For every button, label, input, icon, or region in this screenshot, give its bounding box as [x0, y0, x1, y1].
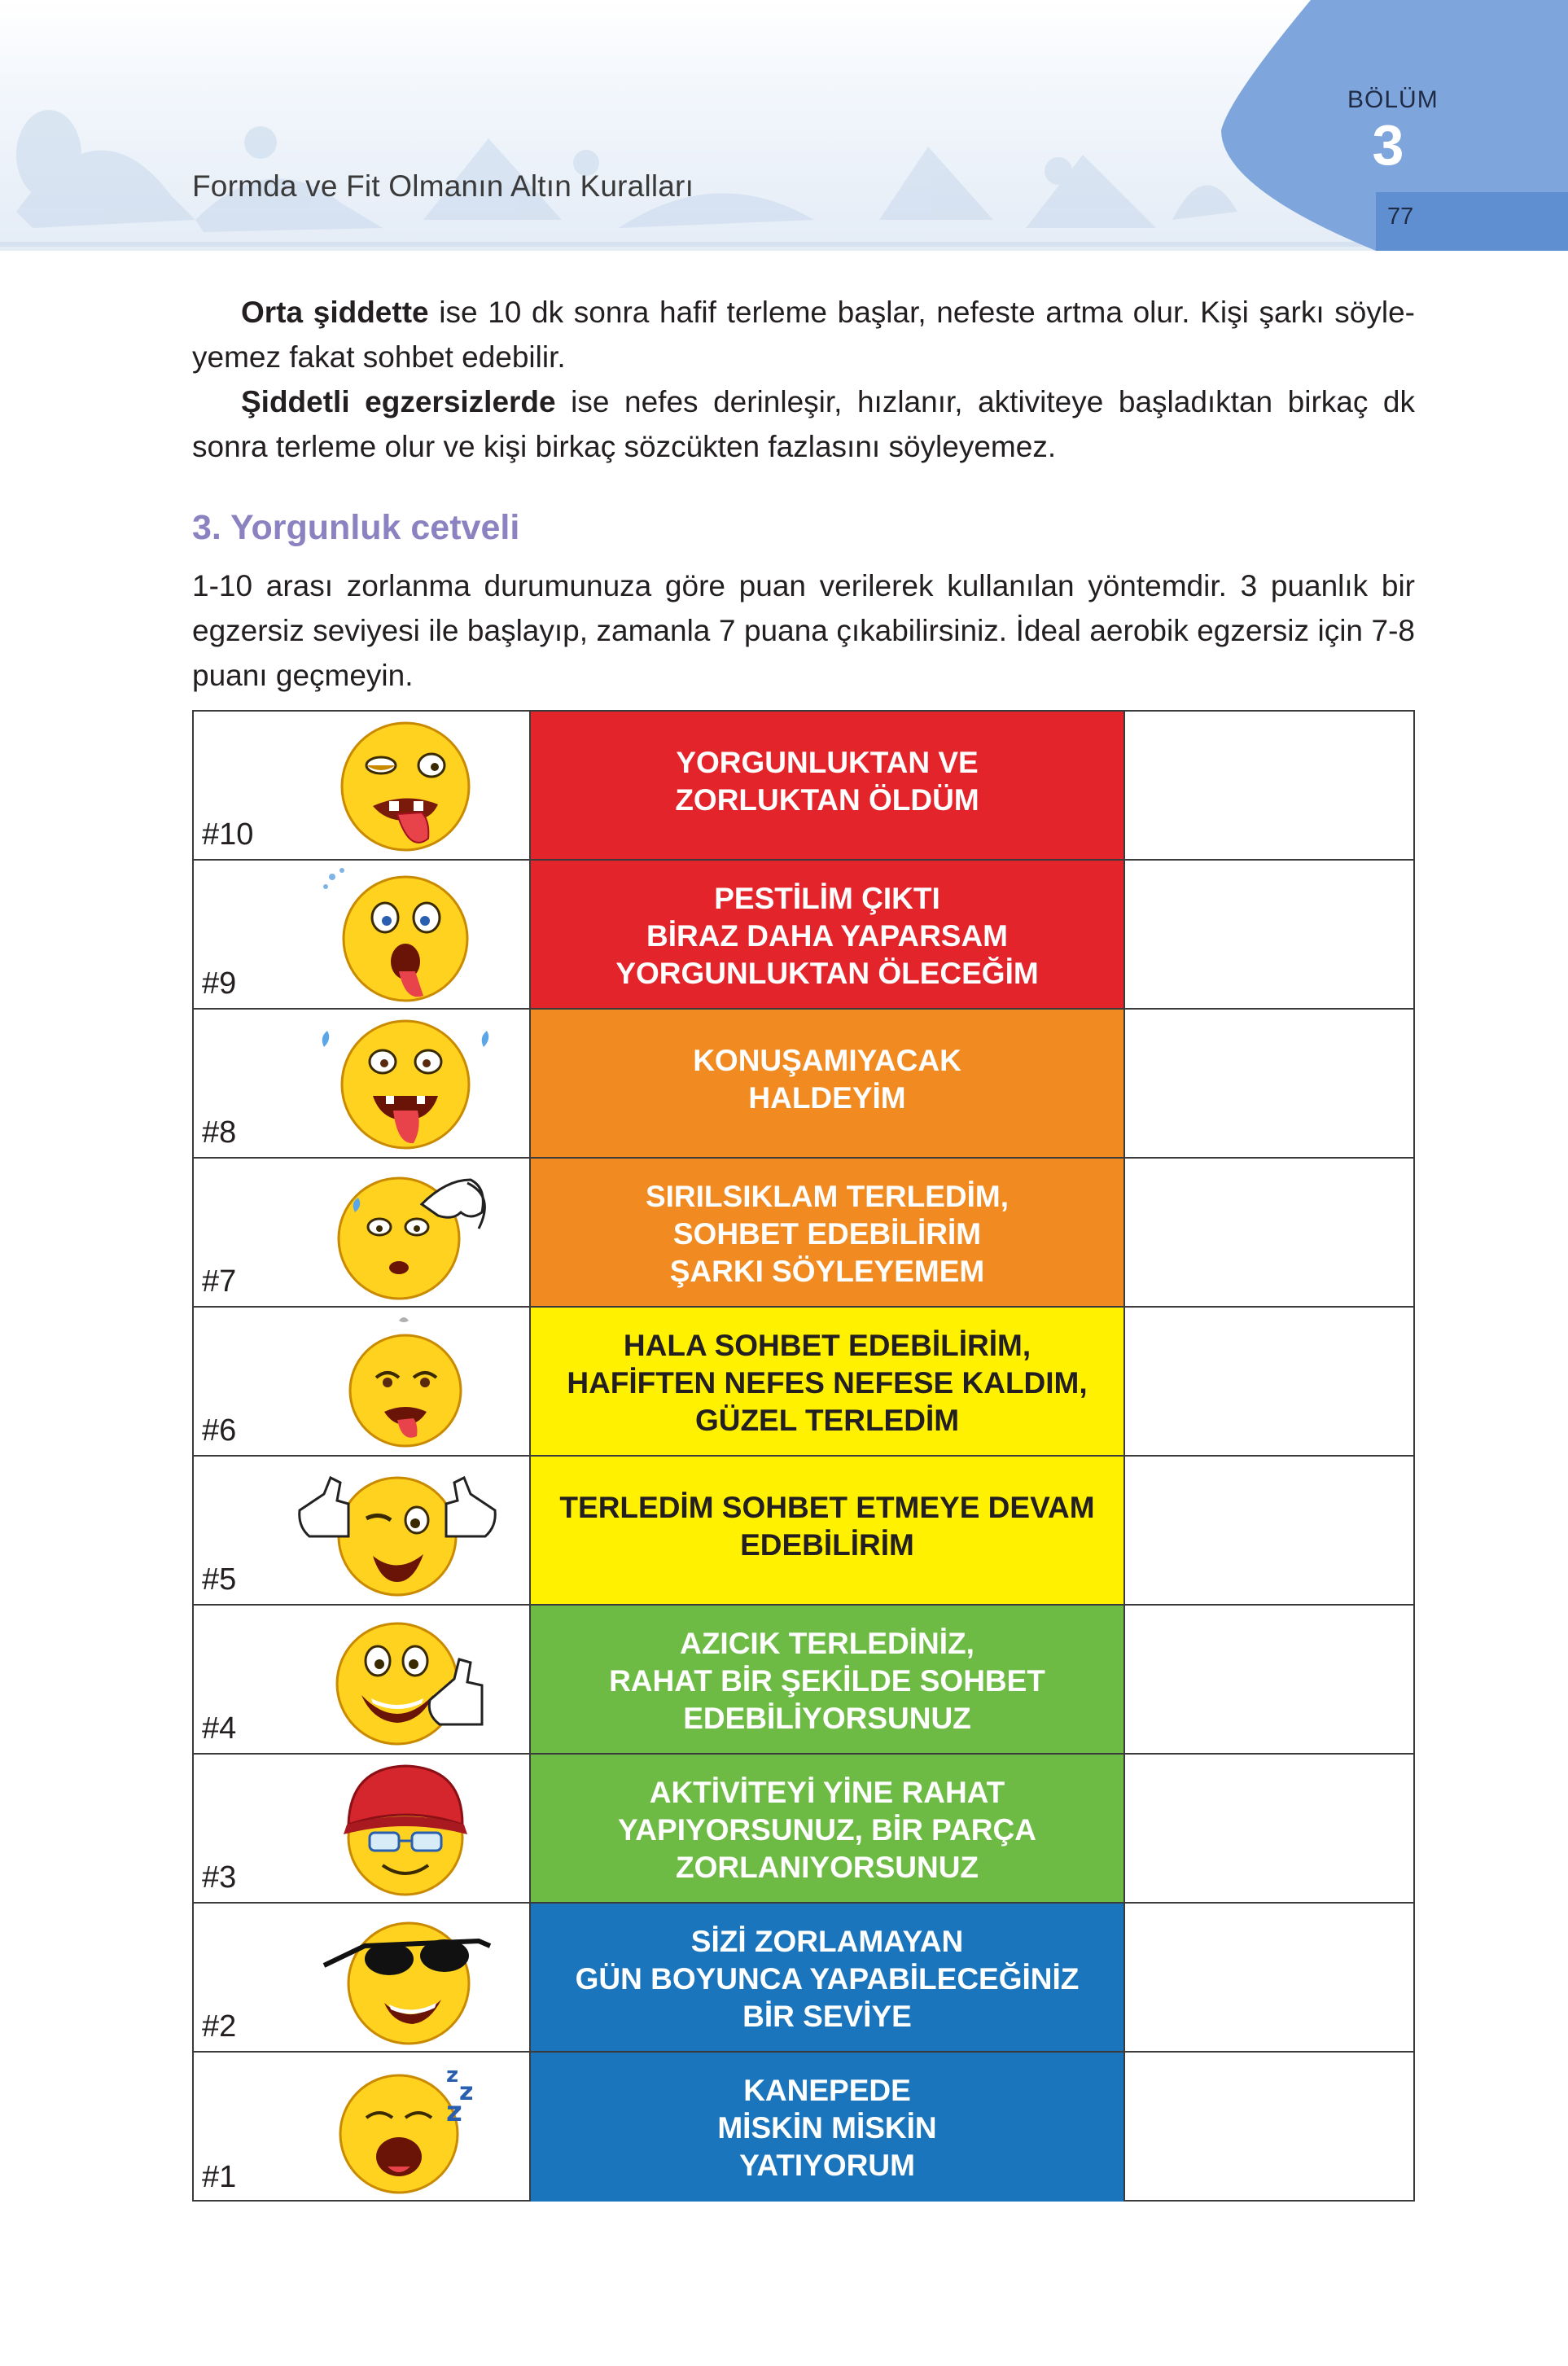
- level-message: HALA SOHBET EDEBİLİRİM, HAFİFTEN NEFES NEFESE KALDIM, GÜZEL TERLEDİM: [567, 1329, 1088, 1437]
- scale-row: [194, 861, 1413, 1010]
- message-cell-green: [529, 1755, 1125, 1902]
- message-cell-blue: [529, 1904, 1125, 2051]
- level-number: #6: [202, 1413, 237, 1448]
- fatigue-scale-table: [192, 710, 1415, 2202]
- message-cell-red: [529, 712, 1125, 859]
- paragraph-scale-intro: 1-10 arası zorlanma durumunuza göre puan verilerek kullanılan yöntemdir. 3 puanlık bir egzersiz seviyesi ile başlayıp, zamanla 7 puana çıkabilirsiniz. İdeal aerobik egzersiz için 7-8 puanı geçmeyin.: [192, 569, 1415, 692]
- tired-face-icon: [308, 1312, 503, 1451]
- empty-cell: [1125, 1904, 1415, 2051]
- cap-and-glasses-face-icon: [308, 1759, 503, 1898]
- sunglasses-face-icon: [308, 1908, 503, 2047]
- paragraph-vigorous-text: ise nefes derinleşir, hızlanır, aktiviteye başladıktan birkaç dk sonra terleme olur ve kişi birkaç sözcükten fazlasını söyleyemez.: [192, 385, 1415, 463]
- empty-cell: [1125, 1010, 1415, 1157]
- smiling-thumbs-up-face-icon: [308, 1610, 503, 1749]
- level-number: #2: [202, 2009, 237, 2044]
- level-message: TERLEDİM SOHBET ETMEYE DEVAM EDEBİLİRİM: [559, 1491, 1095, 1562]
- level-number: #3: [202, 1860, 237, 1895]
- message-cell-green: [529, 1606, 1125, 1753]
- level-message: KANEPEDE MİSKİN MİSKİN YATIYORUM: [717, 2074, 937, 2182]
- level-number: #1: [202, 2160, 237, 2194]
- level-cell: [194, 712, 529, 859]
- level-cell: [194, 1755, 529, 1902]
- scale-row: [194, 712, 1413, 861]
- level-message: SİZİ ZORLAMAYAN GÜN BOYUNCA YAPABİLECEĞİNİZ BİR SEVİYE: [575, 1925, 1080, 2033]
- sleeping-face-icon: [308, 2057, 503, 2196]
- level-message: YORGUNLUKTAN VE ZORLUKTAN ÖLDÜM: [675, 746, 979, 817]
- scale-row: [194, 2053, 1413, 2202]
- level-cell: [194, 1159, 529, 1306]
- scale-row: [194, 1457, 1413, 1606]
- level-number: #9: [202, 966, 237, 1001]
- empty-cell: [1125, 2053, 1415, 2202]
- scale-row: [194, 1904, 1413, 2053]
- scale-row: [194, 1606, 1413, 1755]
- level-cell: [194, 1904, 529, 2051]
- level-cell: [194, 1010, 529, 1157]
- level-number: #7: [202, 1264, 237, 1299]
- level-number: #4: [202, 1711, 237, 1746]
- scale-row: [194, 1159, 1413, 1308]
- empty-cell: [1125, 1606, 1415, 1753]
- svg-text:z: z: [446, 2096, 462, 2128]
- message-cell-red: [529, 861, 1125, 1008]
- level-message: PESTİLİM ÇIKTI BİRAZ DAHA YAPARSAM YORGUNLUKTAN ÖLECEĞİM: [615, 882, 1039, 990]
- svg-text:z: z: [459, 2078, 474, 2106]
- empty-cell: [1125, 1755, 1415, 1902]
- message-cell-yellow: [529, 1457, 1125, 1604]
- book-title: Formda ve Fit Olmanın Altın Kuralları: [192, 169, 694, 203]
- message-cell-yellow: [529, 1308, 1125, 1455]
- level-cell: [194, 861, 529, 1008]
- svg-text:z: z: [446, 2063, 459, 2088]
- level-message: AZICIK TERLEDİNİZ, RAHAT BİR ŞEKİLDE SOHBET EDEBİLİYORSUNUZ: [609, 1627, 1045, 1735]
- level-message: SIRILSIKLAM TERLEDİM, SOHBET EDEBİLİRİM ŞARKI SÖYLEYEMEM: [645, 1180, 1010, 1288]
- empty-cell: [1125, 712, 1415, 859]
- level-cell: [194, 1457, 529, 1604]
- section-title: 3. Yorgunluk cetveli: [192, 508, 520, 547]
- scale-row: [194, 1010, 1413, 1159]
- level-number: #5: [202, 1562, 237, 1597]
- scale-row: [194, 1308, 1413, 1457]
- term-moderate-intensity: Orta şiddette: [241, 296, 429, 329]
- message-cell-blue: [529, 2053, 1125, 2202]
- empty-cell: [1125, 1457, 1415, 1604]
- empty-cell: [1125, 861, 1415, 1008]
- empty-cell: [1125, 1159, 1415, 1306]
- term-vigorous-exercise: Şiddetli egzersizlerde: [241, 385, 556, 418]
- message-cell-orange: [529, 1010, 1125, 1157]
- chapter-label: BÖLÜM: [1347, 86, 1439, 113]
- level-cell: [194, 1606, 529, 1753]
- message-cell-orange: [529, 1159, 1125, 1306]
- tongue-out-sweating-face-icon: [308, 1014, 503, 1153]
- wiping-sweat-face-icon: [308, 1163, 503, 1302]
- level-number: #10: [202, 817, 254, 852]
- scale-row: [194, 1755, 1413, 1904]
- level-cell: [194, 1308, 529, 1455]
- level-cell: [194, 2053, 529, 2202]
- empty-cell: [1125, 1308, 1415, 1455]
- chapter-number: 3: [1372, 113, 1404, 177]
- winking-thumbs-up-face-icon: [275, 1461, 519, 1600]
- level-message: AKTİVİTEYİ YİNE RAHAT YAPIYORSUNUZ, BİR PARÇA ZORLANIYORSUNUZ: [618, 1776, 1036, 1884]
- level-number: #8: [202, 1115, 237, 1150]
- paragraph-moderate-intensity: [192, 290, 1415, 379]
- level-message: KONUŞAMIYACAK HALDEYİM: [693, 1044, 961, 1115]
- paragraph-moderate-text: ise 10 dk sonra hafif terleme başlar, nefeste artma olur. Kişi şarkı söyle-yemez fakat sohbet edebilir.: [192, 296, 1415, 374]
- page-number: 77: [1387, 204, 1414, 230]
- panting-face-icon: [308, 865, 503, 1004]
- exhausted-face-icon: [308, 716, 503, 855]
- paragraph-vigorous-intensity: [192, 379, 1415, 469]
